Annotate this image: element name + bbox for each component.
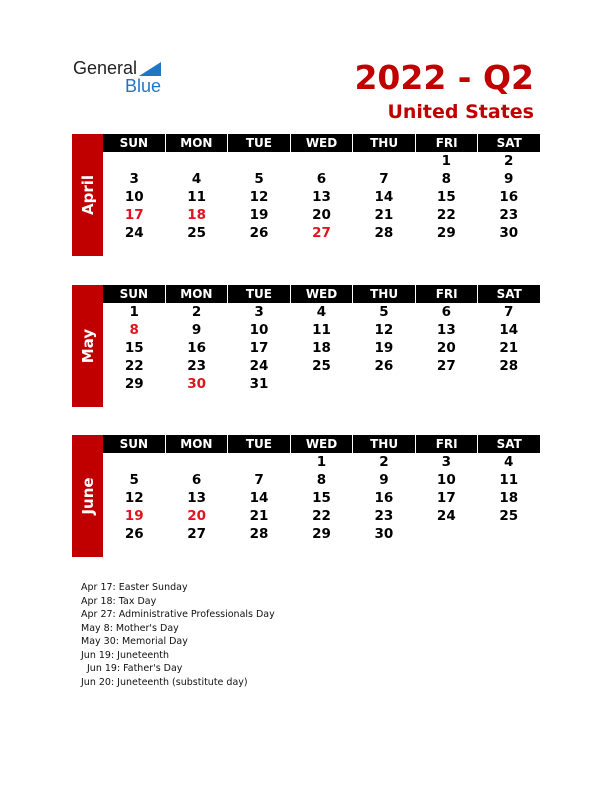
day-cell: 20 [312,207,331,223]
day-cell: 16 [187,340,207,356]
weekday-label: FRI [415,285,478,303]
weekday-label: THU [352,435,415,453]
day-cell: 16 [499,189,519,205]
day-cell: 11 [312,322,331,338]
day-cell: 4 [316,304,327,320]
day-cell: 19 [374,340,394,356]
day-cell: 14 [499,322,519,338]
week-row [103,357,540,375]
day-cell [290,375,352,393]
day-cell: 10 [124,189,144,205]
weekday-label: FRI [415,134,478,152]
day-cell: 29 [436,225,456,241]
weekday-label: THU [352,285,415,303]
month-tab [72,134,103,256]
month-grid [103,435,540,543]
day-cell [353,375,415,393]
day-cell: 30 [499,225,519,241]
week-row [103,206,540,224]
day-cell [228,453,290,471]
weekday-label: SAT [477,435,540,453]
week-row [103,152,540,170]
week-row [103,303,540,321]
weekday-header [103,285,540,303]
day-cell: 7 [254,472,264,488]
day-cell: 3 [254,304,264,320]
day-cell: 23 [374,508,394,524]
holiday-day-cell: 19 [124,508,144,524]
day-cell: 7 [379,171,389,187]
day-cell [165,453,227,471]
day-cell: 4 [504,454,514,470]
weekday-label: MON [165,435,228,453]
day-cell: 1 [316,454,327,470]
day-cell: 4 [191,171,202,187]
day-cell: 22 [436,207,456,223]
weekday-label: FRI [415,435,478,453]
weekday-label: MON [165,134,228,152]
day-cell: 12 [249,189,269,205]
week-row [103,525,540,543]
logo-triangle-icon [139,62,161,76]
day-cell: 22 [124,358,144,374]
day-cell [165,152,227,170]
day-cell: 14 [249,490,269,506]
weekday-label: WED [290,134,353,152]
day-cell: 2 [379,454,389,470]
month-name: June [78,477,97,515]
day-cell: 2 [191,304,202,320]
weekday-header [103,435,540,453]
holiday-note: Apr 17: Easter Sunday [81,582,188,593]
day-cell: 24 [436,508,456,524]
month-block-june [72,435,540,557]
day-cell [353,152,415,170]
weekday-label: WED [290,285,353,303]
week-row [103,224,540,242]
day-cell: 8 [316,472,327,488]
day-cell: 11 [187,189,207,205]
weekday-label: SUN [119,437,148,451]
day-cell: 20 [436,340,456,356]
day-cell: 28 [249,526,269,542]
day-cell: 11 [499,472,519,488]
day-cell: 13 [436,322,456,338]
week-row [103,188,540,206]
month-name: May [78,328,97,364]
day-cell: 12 [374,322,394,338]
day-cell: 5 [379,304,389,320]
month-block-april [72,134,540,256]
holiday-note: Apr 18: Tax Day [81,595,157,607]
weekday-label: SUN [119,136,148,150]
day-cell: 30 [374,526,394,542]
day-cell: 10 [249,322,269,338]
day-cell: 28 [374,225,394,241]
holiday-day-cell: 8 [129,322,139,338]
weekday-label: TUE [227,134,290,152]
weekday-label: THU [352,134,415,152]
country-label: United States [387,101,534,123]
day-cell [478,375,540,393]
day-cell [228,152,290,170]
weekday-label: SAT [477,134,540,152]
day-cell: 21 [249,508,269,524]
month-grid [103,285,540,393]
weekday-label: WED [290,435,353,453]
month-tab [72,435,103,557]
day-cell: 3 [129,171,139,187]
day-cell: 18 [499,490,519,506]
day-cell: 6 [191,472,202,488]
day-cell: 21 [374,207,394,223]
day-cell: 10 [436,472,456,488]
day-cell: 16 [374,490,394,506]
day-cell: 31 [249,376,269,392]
day-cell: 19 [249,207,269,223]
month-grid [103,134,540,242]
holiday-day-cell: 27 [312,225,331,241]
holiday-day-cell: 18 [187,207,207,223]
holiday-day-cell: 20 [187,508,207,524]
day-cell: 8 [441,171,452,187]
weekday-label: TUE [227,285,290,303]
week-row [103,453,540,471]
day-cell [103,152,165,170]
week-row [103,170,540,188]
day-cell: 9 [504,171,514,187]
day-cell: 29 [312,526,331,542]
day-cell: 21 [499,340,519,356]
logo-text-general: General [73,58,138,78]
holiday-notes [81,581,275,689]
day-cell: 15 [124,340,144,356]
day-cell: 3 [441,454,452,470]
day-cell: 28 [499,358,519,374]
day-cell [415,525,477,543]
day-cell: 26 [124,526,144,542]
day-cell: 24 [124,225,144,241]
day-cell: 6 [441,304,452,320]
week-row [103,507,540,525]
month-tab [72,285,103,407]
weekday-label: TUE [227,435,290,453]
holiday-note: Jun 20: Juneteenth (substitute day) [81,676,248,688]
day-cell: 26 [374,358,394,374]
week-row [103,375,540,393]
holiday-note: May 30: Memorial Day [81,636,188,647]
day-cell: 14 [374,189,394,205]
holiday-note: Jun 19: Father's Day [87,663,183,674]
day-cell [103,453,165,471]
week-row [103,489,540,507]
holiday-day-cell: 17 [124,207,144,223]
day-cell: 9 [379,472,389,488]
day-cell: 25 [187,225,207,241]
day-cell: 12 [124,490,144,506]
day-cell: 2 [504,153,514,169]
week-row [103,471,540,489]
day-cell: 13 [312,189,331,205]
day-cell: 26 [249,225,269,241]
weekday-label: MON [165,285,228,303]
day-cell: 27 [187,526,207,542]
day-cell: 22 [312,508,331,524]
day-cell: 1 [441,153,452,169]
day-cell: 13 [187,490,207,506]
day-cell: 5 [129,472,139,488]
day-cell: 9 [191,322,202,338]
day-cell: 17 [436,490,456,506]
logo-text-blue: Blue [125,76,162,96]
day-cell: 23 [187,358,207,374]
day-cell: 18 [312,340,331,356]
day-cell: 6 [316,171,327,187]
day-cell: 15 [312,490,331,506]
weekday-label: SUN [119,287,148,301]
holiday-note: May 8: Mother's Day [81,622,179,634]
brand-logo [73,58,173,98]
month-block-may [72,285,540,407]
day-cell: 17 [249,340,269,356]
weekday-header [103,134,540,152]
weekday-label: SAT [477,285,540,303]
day-cell [290,152,352,170]
day-cell: 5 [254,171,264,187]
week-row [103,339,540,357]
week-row [103,321,540,339]
day-cell: 27 [436,358,456,374]
day-cell: 7 [504,304,514,320]
day-cell [415,375,477,393]
day-cell: 15 [436,189,456,205]
day-cell: 29 [124,376,144,392]
day-cell [478,525,540,543]
day-cell: 25 [499,508,519,524]
page-title: 2022 - Q2 [354,58,534,97]
month-name: April [78,174,97,216]
day-cell: 23 [499,207,519,223]
holiday-note: Apr 27: Administrative Professionals Day [81,609,275,620]
holiday-note: Jun 19: Juneteenth [81,649,170,661]
day-cell: 1 [129,304,139,320]
day-cell: 24 [249,358,269,374]
day-cell: 25 [312,358,331,374]
holiday-day-cell: 30 [187,376,207,392]
